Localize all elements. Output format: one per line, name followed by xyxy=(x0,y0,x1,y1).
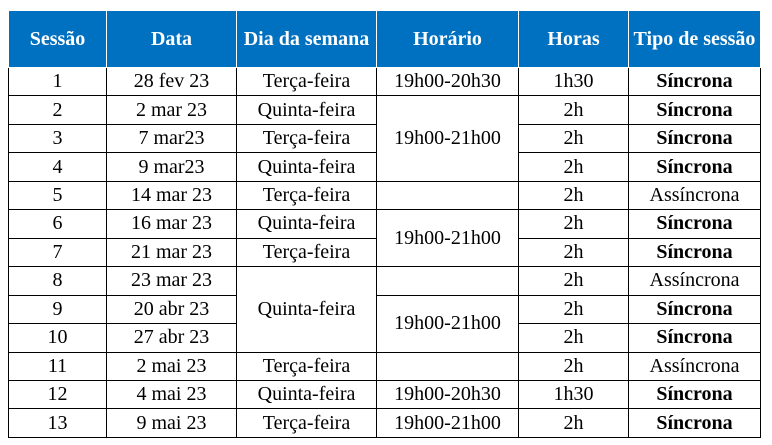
cell-date: 4 mai 23 xyxy=(107,380,237,408)
header-row xyxy=(9,11,761,68)
cell-session: 2 xyxy=(9,96,107,124)
cell-hours: 2h xyxy=(519,409,629,438)
cell-weekday: Quinta-feira xyxy=(237,267,377,352)
cell-type: Assíncrona xyxy=(629,352,761,380)
cell-weekday: Terça-feira xyxy=(237,352,377,380)
cell-session: 9 xyxy=(9,295,107,323)
header-sessao: Sessão xyxy=(9,11,107,68)
cell-weekday: Terça-feira xyxy=(237,181,377,209)
table-row xyxy=(9,267,761,295)
cell-type: Síncrona xyxy=(629,68,761,96)
sessions-table xyxy=(8,10,761,438)
cell-date: 9 mai 23 xyxy=(107,409,237,438)
cell-time-empty xyxy=(377,352,519,380)
cell-hours: 1h30 xyxy=(519,380,629,408)
cell-session: 13 xyxy=(9,409,107,438)
cell-hours: 2h xyxy=(519,181,629,209)
cell-date: 2 mai 23 xyxy=(107,352,237,380)
cell-time: 19h00-20h30 xyxy=(377,68,519,96)
cell-hours: 2h xyxy=(519,124,629,152)
header-dia-semana: Dia da semana xyxy=(237,11,377,68)
cell-hours: 2h xyxy=(519,352,629,380)
cell-type: Assíncrona xyxy=(629,267,761,295)
cell-hours: 2h xyxy=(519,238,629,266)
cell-time: 19h00-20h30 xyxy=(377,380,519,408)
cell-time: 19h00-21h00 xyxy=(377,409,519,438)
cell-weekday: Quinta-feira xyxy=(237,153,377,181)
cell-type: Síncrona xyxy=(629,210,761,238)
cell-time-empty xyxy=(377,181,519,209)
cell-type: Síncrona xyxy=(629,295,761,323)
header-tipo-sessao: Tipo de sessão xyxy=(629,11,761,68)
cell-time: 19h00-21h00 xyxy=(377,295,519,352)
table-row xyxy=(9,380,761,408)
table-row xyxy=(9,96,761,124)
cell-weekday: Quinta-feira xyxy=(237,380,377,408)
cell-date: 14 mar 23 xyxy=(107,181,237,209)
cell-type: Síncrona xyxy=(629,238,761,266)
cell-type: Síncrona xyxy=(629,153,761,181)
cell-date: 7 mar23 xyxy=(107,124,237,152)
cell-session: 5 xyxy=(9,181,107,209)
cell-date: 23 mar 23 xyxy=(107,267,237,295)
table-row xyxy=(9,210,761,238)
cell-date: 21 mar 23 xyxy=(107,238,237,266)
cell-session: 8 xyxy=(9,267,107,295)
table-row xyxy=(9,68,761,96)
cell-weekday: Terça-feira xyxy=(237,124,377,152)
cell-time: 19h00-21h00 xyxy=(377,96,519,181)
cell-type: Síncrona xyxy=(629,124,761,152)
cell-type: Síncrona xyxy=(629,409,761,438)
cell-hours: 2h xyxy=(519,295,629,323)
header-horas: Horas xyxy=(519,11,629,68)
table-row xyxy=(9,409,761,438)
cell-type: Síncrona xyxy=(629,324,761,352)
table-row xyxy=(9,295,761,323)
cell-date: 27 abr 23 xyxy=(107,324,237,352)
cell-type: Síncrona xyxy=(629,380,761,408)
cell-date: 9 mar23 xyxy=(107,153,237,181)
cell-date: 28 fev 23 xyxy=(107,68,237,96)
cell-type: Assíncrona xyxy=(629,181,761,209)
cell-hours: 2h xyxy=(519,324,629,352)
cell-session: 6 xyxy=(9,210,107,238)
cell-type: Síncrona xyxy=(629,96,761,124)
cell-session: 3 xyxy=(9,124,107,152)
cell-hours: 1h30 xyxy=(519,68,629,96)
cell-date: 16 mar 23 xyxy=(107,210,237,238)
cell-date: 20 abr 23 xyxy=(107,295,237,323)
cell-time: 19h00-21h00 xyxy=(377,210,519,267)
cell-session: 12 xyxy=(9,380,107,408)
cell-weekday: Quinta-feira xyxy=(237,96,377,124)
cell-time-empty xyxy=(377,267,519,295)
cell-weekday: Terça-feira xyxy=(237,68,377,96)
cell-hours: 2h xyxy=(519,96,629,124)
cell-weekday: Terça-feira xyxy=(237,238,377,266)
cell-weekday: Terça-feira xyxy=(237,409,377,438)
cell-hours: 2h xyxy=(519,210,629,238)
table-row xyxy=(9,181,761,209)
header-data: Data xyxy=(107,11,237,68)
cell-hours: 2h xyxy=(519,153,629,181)
cell-hours: 2h xyxy=(519,267,629,295)
cell-date: 2 mar 23 xyxy=(107,96,237,124)
header-horario: Horário xyxy=(377,11,519,68)
cell-session: 1 xyxy=(9,68,107,96)
cell-session: 7 xyxy=(9,238,107,266)
cell-session: 11 xyxy=(9,352,107,380)
table-row xyxy=(9,352,761,380)
cell-session: 10 xyxy=(9,324,107,352)
cell-weekday: Quinta-feira xyxy=(237,210,377,238)
cell-session: 4 xyxy=(9,153,107,181)
